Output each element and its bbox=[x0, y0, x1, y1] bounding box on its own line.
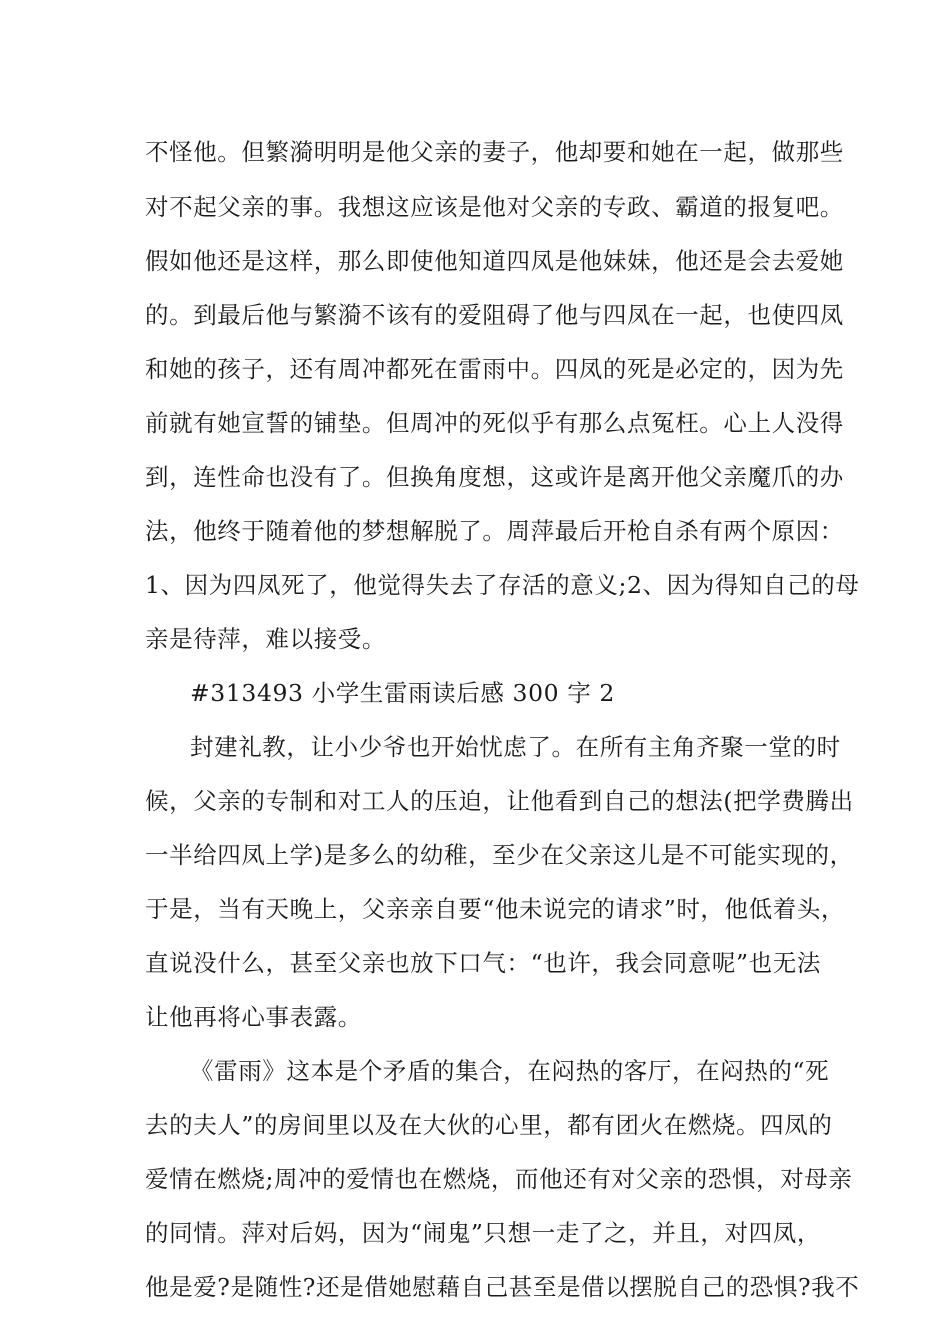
paragraph-line: 他是爱?是随性?还是借她慰藉自己甚至是借以摆脱自己的恐惧?我不 bbox=[145, 1273, 860, 1301]
paragraph-line: 对不起父亲的事。我想这应该是他对父亲的专政、霸道的报复吧。 bbox=[145, 193, 844, 221]
section-heading: #313493 小学生雷雨读后感 300 字 2 bbox=[190, 679, 615, 707]
paragraph-line: 和她的孩子，还有周冲都死在雷雨中。四凤的死是必定的，因为先 bbox=[145, 355, 844, 383]
paragraph-line: 的同情。萍对后妈，因为“闹鬼”只想一走了之，并且，对四凤， bbox=[145, 1219, 821, 1247]
paragraph-line: 假如他还是这样，那么即使他知道四凤是他妹妹，他还是会去爱她 bbox=[145, 247, 844, 275]
paragraph-line: 不怪他。但繁漪明明是他父亲的妻子，他却要和她在一起，做那些 bbox=[145, 138, 844, 166]
paragraph-line: 让他再将心事表露。 bbox=[145, 1003, 362, 1031]
paragraph-line: 《雷雨》这本是个矛盾的集合，在闷热的客厅，在闷热的“死 bbox=[190, 1057, 830, 1085]
paragraph-line: 封建礼教，让小少爷也开始忧虑了。在所有主角齐聚一堂的时 bbox=[190, 733, 841, 761]
paragraph-line: 前就有她宣誓的铺垫。但周冲的死似乎有那么点冤枉。心上人没得 bbox=[145, 409, 844, 437]
paragraph-line: 亲是待萍，难以接受。 bbox=[145, 625, 386, 653]
paragraph-line: 于是，当有天晚上，父亲亲自要“他未说完的请求”时，他低着头， bbox=[145, 895, 846, 923]
paragraph-line: 一半给四凤上学)是多么的幼稚，至少在父亲这儿是不可能实现的， bbox=[145, 841, 854, 869]
paragraph-line: 直说没什么，甚至父亲也放下口气：“也许，我会同意呢”也无法 bbox=[145, 949, 821, 977]
paragraph-line: 爱情在燃烧;周冲的爱情也在燃烧，而他还有对父亲的恐惧，对母亲 bbox=[145, 1165, 853, 1193]
paragraph-line: 法，他终于随着他的梦想解脱了。周萍最后开枪自杀有两个原因： bbox=[145, 517, 844, 545]
paragraph-line: 到，连性命也没有了。但换角度想，这或许是离开他父亲魔爪的办 bbox=[145, 463, 844, 491]
paragraph-line: 候，父亲的专制和对工人的压迫，让他看到自己的想法(把学费腾出 bbox=[145, 787, 854, 815]
paragraph-line: 去的夫人”的房间里以及在大伙的心里，都有团火在燃烧。四凤的 bbox=[145, 1111, 833, 1139]
paragraph-line: 1、因为四凤死了，他觉得失去了存活的意义;2、因为得知自己的母 bbox=[145, 571, 860, 599]
paragraph-line: 的。到最后他与繁漪不该有的爱阻碍了他与四凤在一起，也使四凤 bbox=[145, 301, 844, 329]
